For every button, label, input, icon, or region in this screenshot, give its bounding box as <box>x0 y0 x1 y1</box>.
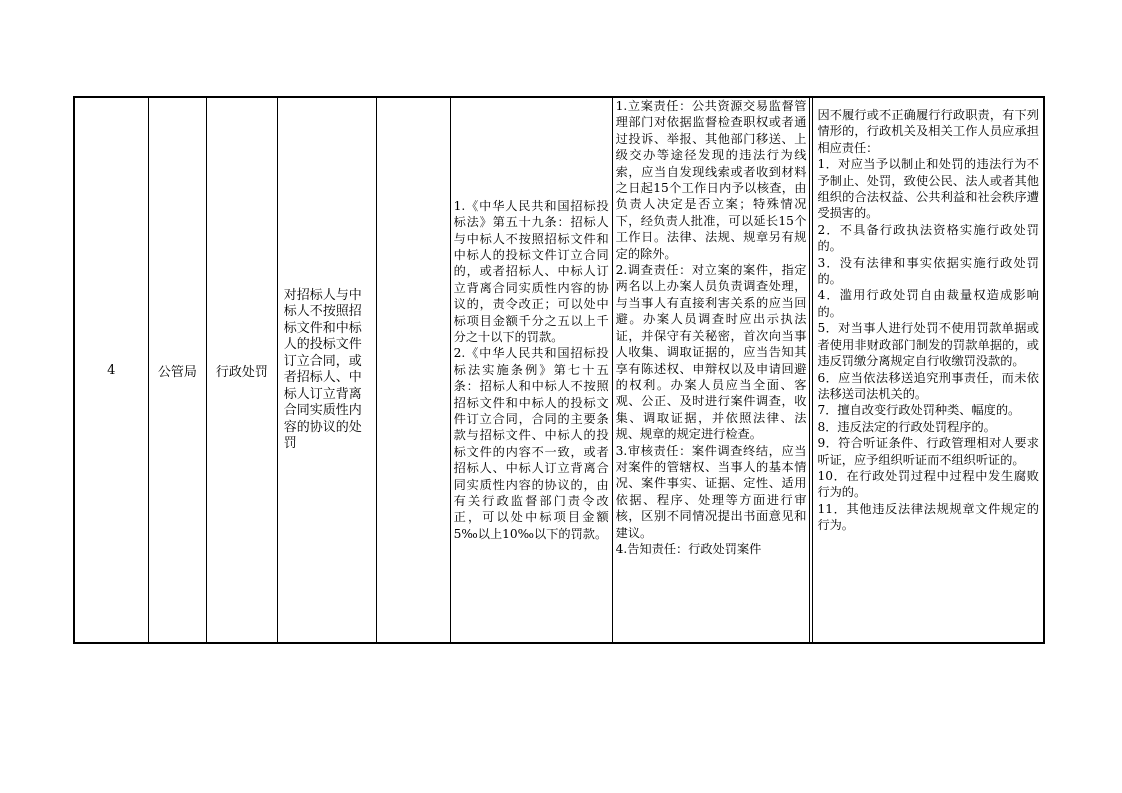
department: 公管局 <box>157 364 197 380</box>
responsibility-cell <box>613 98 811 642</box>
basis-cell <box>451 98 613 642</box>
row-index: 4 <box>107 362 116 378</box>
power-type-cell <box>207 98 278 642</box>
department-cell <box>149 98 208 642</box>
power-type: 行政处罚 <box>215 364 268 380</box>
accountability-cell <box>812 98 1043 642</box>
code-cell <box>377 98 451 642</box>
subject-text: 对招标人与中标人不按照招标文件和中标人的投标文件订立合同，或者招标人、中标人订立背离合同实质性内容的协议的处罚 <box>283 287 362 451</box>
responsibility-text: 1.立案责任：公共资源交易监督管理部门对依据监督检查职权或者通过投诉、举报、其他部门移送、上级交办等途径发现的违法行为线索，应当自发现线索或者收到材料之日起15个工作日内予以核查，由负责人决定是否立案；特殊情况下，经负责人批准，可以延长15个工作日。法律、法规、规章另有规定的除外。 2.调查责任：对立案的案件，指定两名以上办案人员负责调查处理，与当事人有直接利害关系的应当回避。办案人员调查时应出示执法证，并保守有关秘密，首次向当事人收集、调取证据的，应当告知其享有陈述权、申辩权以及申请回避的权利。办案人员应当全面、客观、公正、及时进行案件调查，收集、调取证据，并依照法律、法规、规章的规定进行检查。 3.审核责任：案件调查终结，应当对案件的管辖权、当事人的基本情况、案件事实、证据、定性、适用依据、程序、处理等方面进行审核，区别不同情况提出书面意见和建议。 4.告知责任：行政处罚案件 <box>615 99 807 556</box>
row-index-cell <box>75 98 149 642</box>
power-list-table <box>73 96 1045 644</box>
basis-text: 1.《中华人民共和国招标投标法》第五十九条：招标人与中标人不按照招标文件和中标人的投标文件订立合同的，或者招标人、中标人订立背离合同实质性内容的协议的，责令改正；可以处中标项目金额千分之五以上千分之十以下的罚款。 2.《中华人民共和国招标投标法实施条例》第七十五条：招标人和中标人不按照招标文件和中标人的投标文件订立合同，合同的主要条款与招标文件、中标人的投标文件的内容不一致，或者招标人、中标人订立背离合同实质性内容的协议的，由有关行政监督部门责令改正，可以处中标项目金额5‰以上10‰以下的罚款。 <box>453 198 609 541</box>
accountability-text: 因不履行或不正确履行行政职责，有下列情形的，行政机关及相关工作人员应承担相应责任： 1．对应当予以制止和处罚的违法行为不予制止、处罚，致使公民、法人或者其他组织的合法权益、公共利益和社会秩序遭受损害的。 2．不具备行政执法资格实施行政处罚的。 3．没有法律和事实依据实施行政处罚的。 4．滥用行政处罚自由裁量权造成影响的。 5．对当事人进行处罚不使用罚款单据或者使用非财政部门制发的罚款单据的，或违反罚缴分离规定自行收缴罚没款的。 6．应当依法移送追究刑事责任，而未依法移送司法机关的。 7．擅自改变行政处罚种类、幅度的。 8．违反法定的行政处罚程序的。 9．符合听证条件、行政管理相对人要求听证，应予组织听证而不组织听证的。 10．在行政处罚过程中过程中发生腐败行为的。 11．其他违反法律法规规章文件规定的行为。 <box>817 108 1039 533</box>
subject-cell <box>278 98 377 642</box>
